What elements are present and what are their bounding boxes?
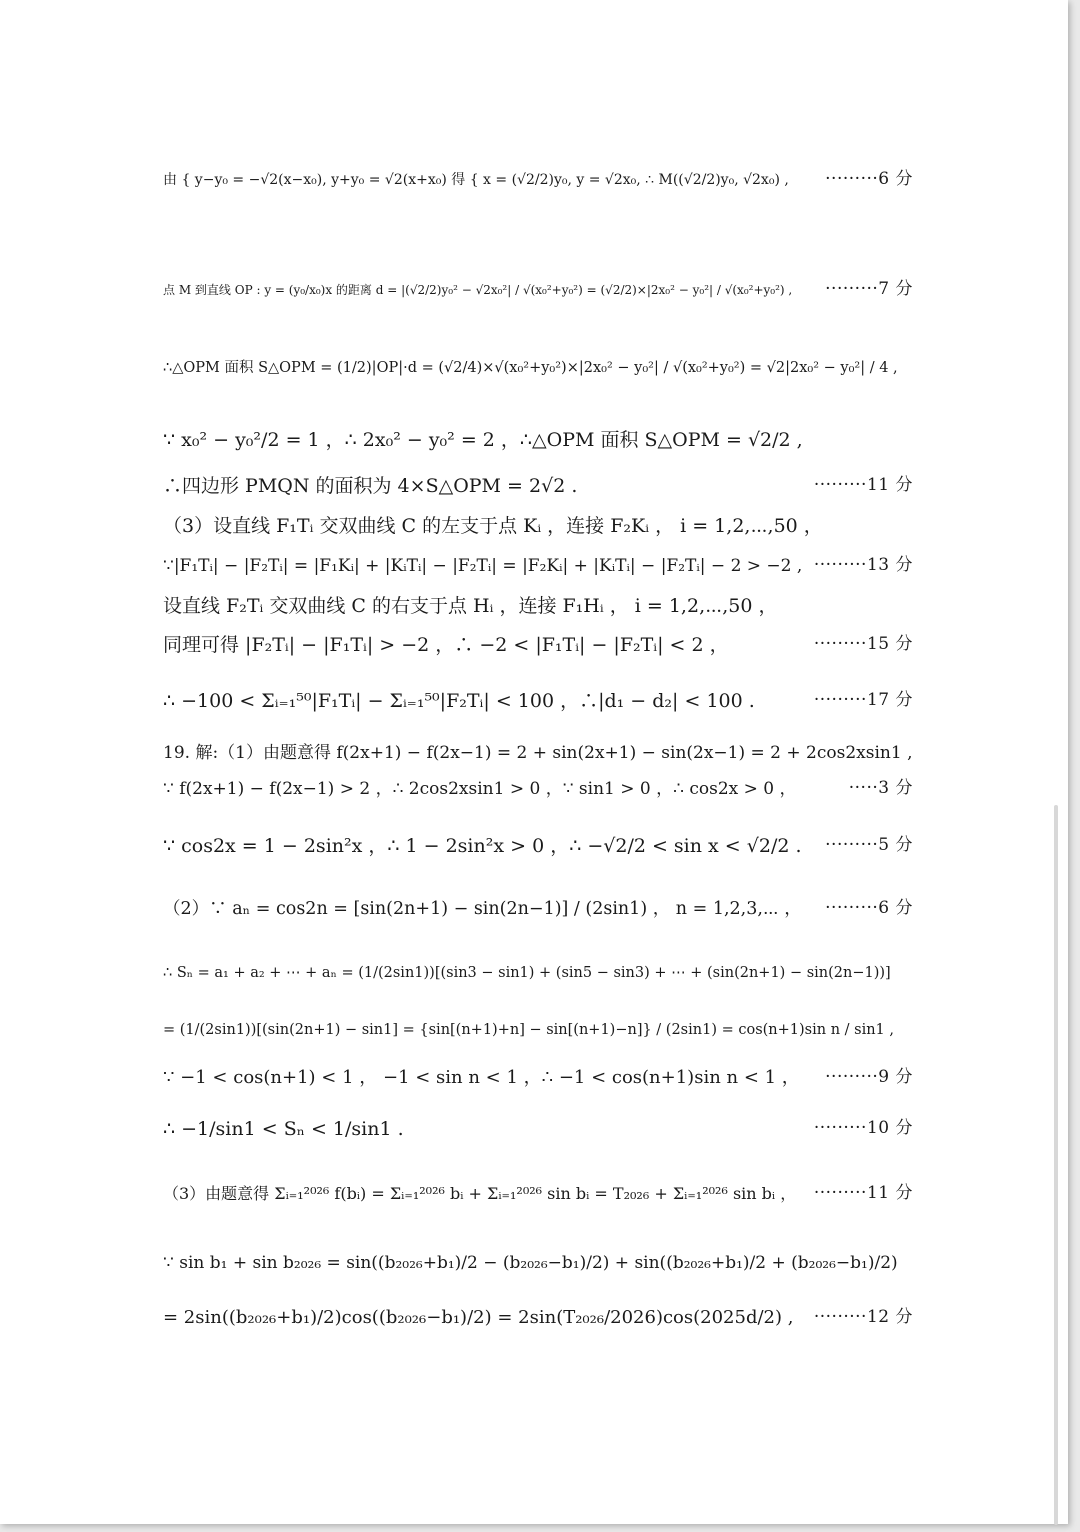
score-mark-14: ·········6 分 — [825, 898, 913, 918]
score-mark-10: ·········17 分 — [813, 690, 913, 710]
text-line-10: ∴ −100 < Σᵢ₌₁⁵⁰|F₁Tᵢ| − Σᵢ₌₁⁵⁰|F₂Tᵢ| < 100 ，∴|d₁ − d₂| < 100 . — [163, 690, 755, 712]
text-line-20: ∵ sin b₁ + sin b₂₀₂₆ = sin((b₂₀₂₆+b₁)/2 − (b₂₀₂₆−b₁)/2) + sin((b₂₀₂₆+b₁)/2 + (b₂₀₂₆−b₁)/2) — [163, 1253, 898, 1273]
text-line-3: ∴△OPM 面积 S△OPM = (1/2)|OP|·d = (√2/4)×√(x₀²+y₀²)×|2x₀² − y₀²| / √(x₀²+y₀²) = √2|2x₀² − y₀²| / 4 , — [163, 360, 898, 376]
text-line-1: 由 { y−y₀ = −√2(x−x₀), y+y₀ = √2(x+x₀) 得 { x = (√2/2)y₀, y = √2x₀, ∴ M((√2/2)y₀, √2x₀) , — [163, 172, 789, 188]
text-line-11: 19. 解:（1）由题意得 f(2x+1) − f(2x−1) = 2 + sin(2x+1) − sin(2x−1) = 2 + 2cos2xsin1 , — [163, 743, 913, 763]
text-line-14: （2）∵ aₙ = cos2n = [sin(2n+1) − sin(2n−1)] / (2sin1) ， n = 1,2,3,⋯ ， — [163, 899, 802, 919]
score-mark-21: ·········12 分 — [813, 1307, 913, 1327]
score-mark-5: ·········11 分 — [813, 475, 913, 495]
score-mark-9: ·········15 分 — [813, 634, 913, 654]
score-mark-2: ·········7 分 — [825, 279, 913, 299]
score-mark-17: ·········9 分 — [825, 1067, 913, 1087]
text-line-12: ∵ f(2x+1) − f(2x−1) > 2 ，∴ 2cos2xsin1 > 0 ，∵ sin1 > 0 ，∴ cos2x > 0 ， — [163, 779, 797, 799]
text-line-16: = (1/(2sin1))[(sin(2n+1) − sin1] = {sin[(n+1)+n] − sin[(n+1)−n]} / (2sin1) = cos(n+1)sin n / sin1 , — [163, 1022, 894, 1038]
score-mark-13: ·········5 分 — [825, 835, 913, 855]
text-line-18: ∴ −1/sin1 < Sₙ < 1/sin1 . — [163, 1118, 404, 1140]
text-line-2: 点 M 到直线 OP : y = (y₀/x₀)x 的距离 d = |(√2/2)y₀² − √2x₀²| / √(x₀²+y₀²) = (√2/2)×|2x₀² − y₀²| / √(x₀²+y₀²) , — [163, 283, 793, 297]
text-line-4: ∵ x₀² − y₀²/2 = 1 ，∴ 2x₀² − y₀² = 2 ，∴△OPM 面积 S△OPM = √2/2 , — [163, 429, 803, 451]
score-mark-7: ·········13 分 — [813, 555, 913, 575]
text-line-15: ∴ Sₙ = a₁ + a₂ + ⋯ + aₙ = (1/(2sin1))[(sin3 − sin1) + (sin5 − sin3) + ⋯ + (sin(2n+1) − sin(2n−1))] — [163, 965, 891, 981]
scrollbar[interactable] — [1054, 805, 1058, 1525]
text-line-19: （3）由题意得 Σᵢ₌₁²⁰²⁶ f(bᵢ) = Σᵢ₌₁²⁰²⁶ bᵢ + Σᵢ₌₁²⁰²⁶ sin bᵢ = T₂₀₂₆ + Σᵢ₌₁²⁰²⁶ sin bᵢ ， — [163, 1184, 797, 1203]
text-line-6: （3）设直线 F₁Tᵢ 交双曲线 C 的左支于点 Kᵢ ，连接 F₂Kᵢ ， i = 1,2,⋯,50 ， — [163, 515, 823, 537]
score-mark-12: ·····3 分 — [848, 778, 913, 798]
text-line-9: 同理可得 |F₂Tᵢ| − |F₁Tᵢ| > −2 ，∴ −2 < |F₁Tᵢ| − |F₂Tᵢ| < 2 ， — [163, 634, 729, 656]
text-line-17: ∵ −1 < cos(n+1) < 1 ， −1 < sin n < 1 ，∴ −1 < cos(n+1)sin n < 1 ， — [163, 1067, 800, 1088]
text-line-5: ∴四边形 PMQN 的面积为 4×S△OPM = 2√2 . — [163, 475, 578, 497]
text-line-13: ∵ cos2x = 1 − 2sin²x ，∴ 1 − 2sin²x > 0 ，∴ −√2/2 < sin x < √2/2 . — [163, 835, 802, 857]
text-line-21: = 2sin((b₂₀₂₆+b₁)/2)cos((b₂₀₂₆−b₁)/2) = 2sin(T₂₀₂₆/2026)cos(2025d/2) , — [163, 1307, 794, 1328]
text-line-8: 设直线 F₂Tᵢ 交双曲线 C 的右支于点 Hᵢ ，连接 F₁Hᵢ ， i = 1,2,⋯,50 ， — [163, 595, 778, 617]
score-mark-18: ·········10 分 — [813, 1118, 913, 1138]
score-mark-19: ·········11 分 — [813, 1183, 913, 1203]
score-mark-1: ·········6 分 — [825, 169, 913, 189]
text-line-7: ∵|F₁Tᵢ| − |F₂Tᵢ| = |F₁Kᵢ| + |KᵢTᵢ| − |F₂Tᵢ| = |F₂Kᵢ| + |KᵢTᵢ| − |F₂Tᵢ| − 2 > −2 , — [163, 556, 803, 576]
